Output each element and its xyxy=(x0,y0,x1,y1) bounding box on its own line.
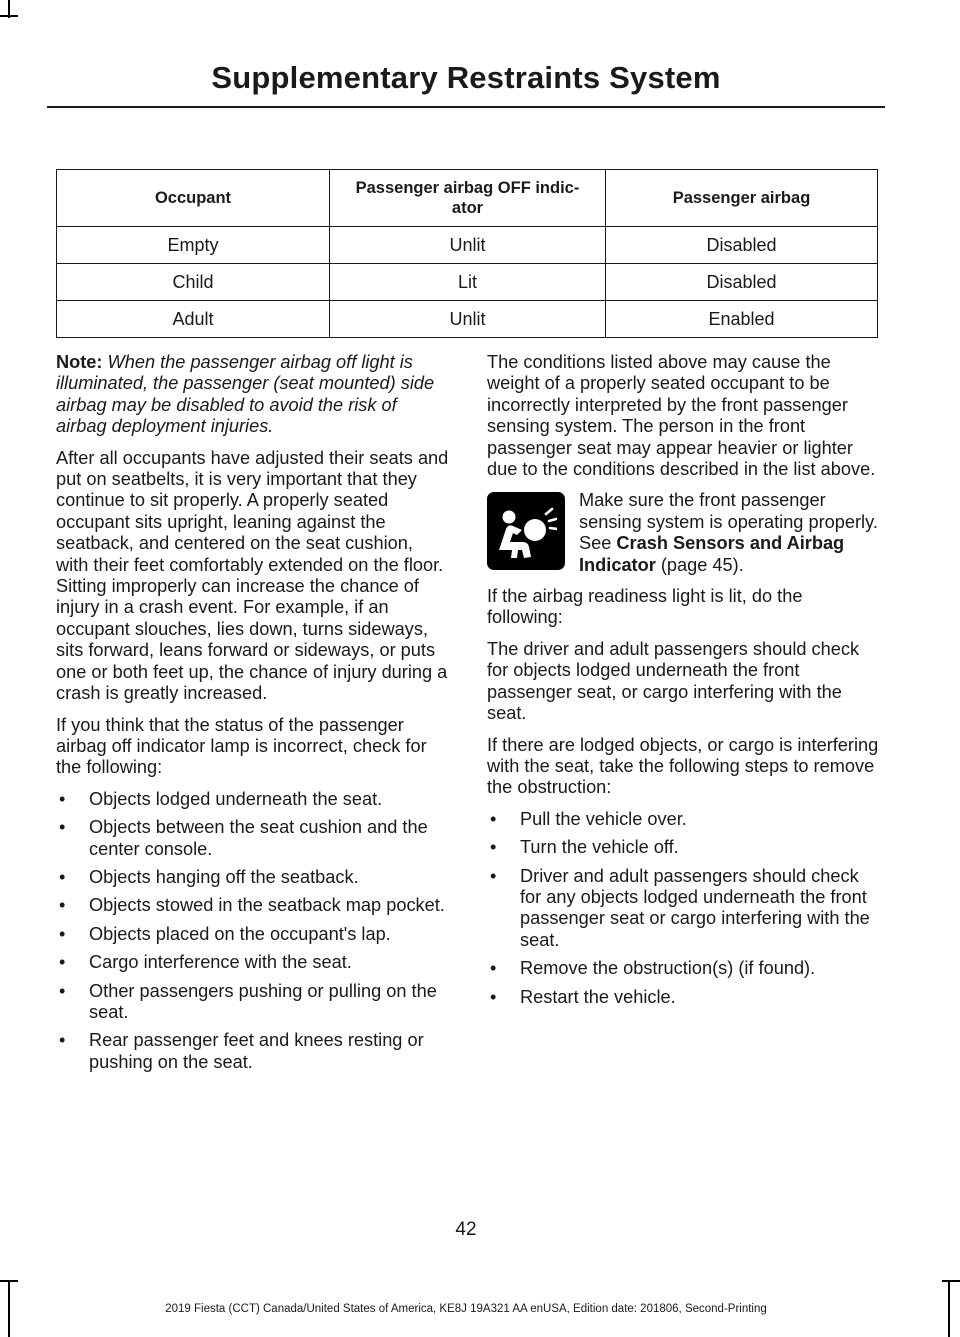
crop-mark-bottom-right-h xyxy=(942,1280,960,1282)
bullet-mark: • xyxy=(59,817,66,838)
bullet-mark: • xyxy=(490,865,497,886)
table-cell: Empty xyxy=(57,227,330,264)
page-reference: (page 45). xyxy=(655,554,744,575)
list-item: • Objects between the seat cushion and the center console. xyxy=(59,817,428,859)
crash-sensors-link[interactable]: Crash Sensors and Airbag Indicator xyxy=(579,533,845,575)
bullet-mark: • xyxy=(59,866,66,887)
airbag-status-table xyxy=(56,169,878,338)
right-column xyxy=(487,352,881,1015)
list-item: • Objects hanging off the seatback. xyxy=(59,866,359,887)
crop-mark-bottom-left-h xyxy=(0,1280,18,1282)
bullet-mark: • xyxy=(59,980,66,1001)
table-cell: Disabled xyxy=(606,264,878,301)
list-item: • Cargo interference with the seat. xyxy=(59,952,352,973)
list-item: • Driver and adult passengers should check for any objects lodged underneath the front passenger seat or cargo interfering with the seat. xyxy=(490,865,870,950)
table-row xyxy=(57,227,878,264)
list-item: • Restart the vehicle. xyxy=(490,986,676,1007)
indicator-check-paragraph: If you think that the status of the passenger airbag off indicator lamp is incorrect, check for the following: xyxy=(56,714,427,778)
table-header-row xyxy=(57,170,878,227)
page-title: Supplementary Restraints System xyxy=(211,60,721,95)
driver-check-paragraph: The driver and adult passengers should check for objects lodged underneath the front passenger seat, or cargo interfering with the seat. xyxy=(487,638,860,724)
column-header-occupant: Occupant xyxy=(57,170,330,227)
airbag-warning-icon-graphic xyxy=(495,500,557,562)
table-cell: Child xyxy=(57,264,330,301)
bullet-mark: • xyxy=(490,808,497,829)
table-cell: Lit xyxy=(330,264,606,301)
list-item: • Remove the obstruction(s) (if found). xyxy=(490,958,816,979)
table-row xyxy=(57,264,878,301)
obstruction-paragraph: If there are lodged objects, or cargo is interfering with the seat, take the following steps to remove the obstruction: xyxy=(487,734,879,798)
column-header-passenger-airbag: Passenger airbag xyxy=(606,170,878,227)
bullet-mark: • xyxy=(490,837,497,858)
footer-edition-info: 2019 Fiesta (CCT) Canada/United States of America, KE8J 19A321 AA enUSA, Edition date: 201806, Second-Printing xyxy=(165,1303,767,1315)
bullet-mark: • xyxy=(490,958,497,979)
sensing-system-text: Make sure the front passenger sensing system is operating properly. See xyxy=(579,490,878,554)
note-paragraph xyxy=(56,352,450,438)
header-divider xyxy=(47,106,885,108)
table-cell: Unlit xyxy=(330,301,606,338)
airbag-warning-icon xyxy=(487,492,565,570)
note-text: When the passenger airbag off light is illuminated, the passenger (seat mounted) side airbag may be disabled to avoid the risk of airbag deployment injuries. xyxy=(56,352,435,437)
list-item: • Other passengers pushing or pulling on the seat. xyxy=(59,980,437,1022)
bullet-mark: • xyxy=(59,923,66,944)
steps-list xyxy=(487,809,881,1008)
list-item: • Pull the vehicle over. xyxy=(490,808,687,829)
crop-mark-top-left-h xyxy=(0,15,18,17)
bullet-mark: • xyxy=(490,986,497,1007)
list-item: • Turn the vehicle off. xyxy=(490,837,679,858)
sensing-system-block xyxy=(487,490,881,576)
left-column xyxy=(56,352,450,1080)
bullet-mark: • xyxy=(59,952,66,973)
conditions-paragraph: The conditions listed above may cause the weight of a properly seated occupant to be incorrectly interpreted by the front passenger sensing system. The person in the front passenger seat may appear heavier or lighter due to the conditions described in the list above. xyxy=(487,352,876,480)
crop-mark-bottom-right-v xyxy=(948,1280,950,1337)
note-label: Note: xyxy=(56,352,103,372)
table-cell: Enabled xyxy=(606,301,878,338)
list-item: • Rear passenger feet and knees resting or pushing on the seat. xyxy=(59,1030,424,1072)
table-cell: Disabled xyxy=(606,227,878,264)
table-cell: Adult xyxy=(57,301,330,338)
page-number: 42 xyxy=(455,1219,477,1240)
bullet-mark: • xyxy=(59,788,66,809)
column-header-off-indicator: Passenger airbag OFF indic- ator xyxy=(330,170,606,227)
list-item: • Objects lodged underneath the seat. xyxy=(59,788,383,809)
table-cell: Unlit xyxy=(330,227,606,264)
bullet-mark: • xyxy=(59,1030,66,1051)
bullet-mark: • xyxy=(59,895,66,916)
list-item: • Objects placed on the occupant's lap. xyxy=(59,923,391,944)
list-item: • Objects stowed in the seatback map pocket. xyxy=(59,895,445,916)
seating-paragraph: After all occupants have adjusted their seats and put on seatbelts, it is very important that they continue to sit properly. A properly seated occupant sits upright, leaning against the seatback, and centered on the seat cushion, with their feet comfortably extended on the floor. Sitting improperly can increase the chance of injury in a crash event. For example, if an occupant slouches, lies down, turns sideways, sits forward, leans forward or sideways, or puts one or both feet up, the chance of injury during a crash is greatly increased. xyxy=(56,447,449,704)
check-list xyxy=(56,789,450,1073)
table-row xyxy=(57,301,878,338)
readiness-light-paragraph: If the airbag readiness light is lit, do the following: xyxy=(487,586,803,628)
